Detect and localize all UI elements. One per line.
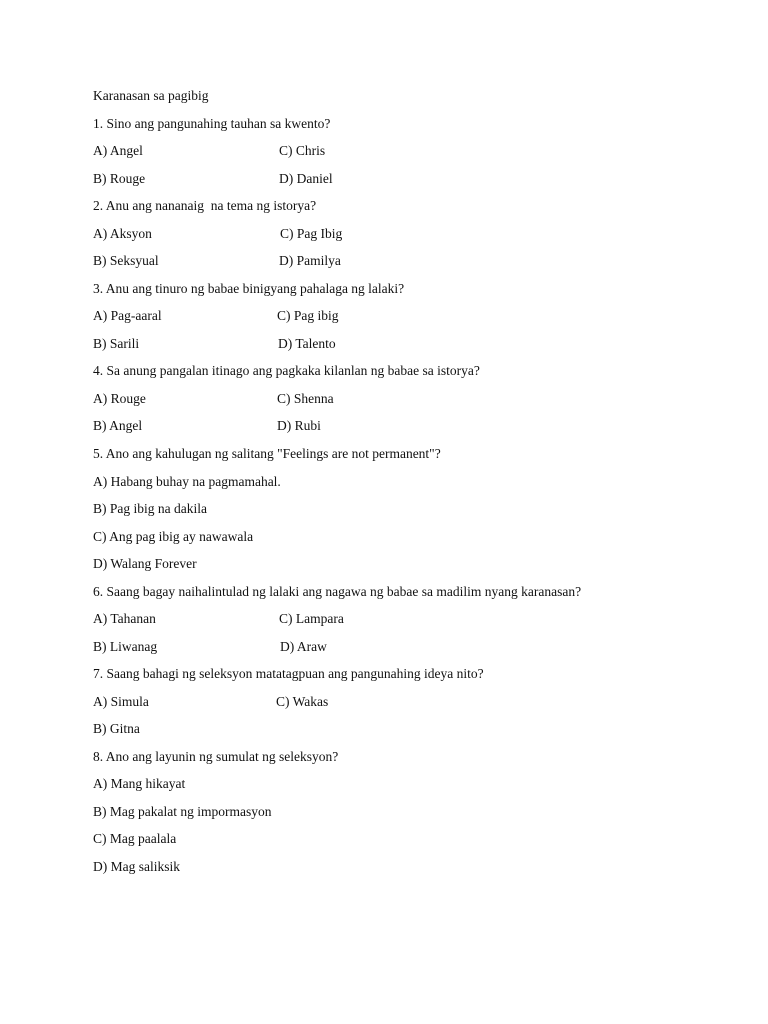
q3-option-c: C) Pag ibig [277, 308, 339, 323]
q1-option-c: C) Chris [279, 143, 326, 158]
question-7: 7. Saang bahagi ng seleksyon matatagpuan ang pangunahing ideya nito? [93, 666, 484, 681]
q3-option-b: B) Sarili [93, 336, 140, 351]
question-8: 8. Ano ang layunin ng sumulat ng seleksyon? [93, 749, 339, 764]
q2-option-c: C) Pag Ibig [280, 226, 343, 241]
q4-option-d: D) Rubi [277, 418, 321, 433]
question-1: 1. Sino ang pangunahing tauhan sa kwento? [93, 116, 331, 131]
q3-option-a: A) Pag-aaral [93, 308, 162, 323]
q1-option-d: D) Daniel [279, 171, 333, 186]
q8-option-a: A) Mang hikayat [93, 776, 186, 791]
question-3: 3. Anu ang tinuro ng babae binigyang pahalaga ng lalaki? [93, 281, 405, 296]
q5-option-a: A) Habang buhay na pagmamahal. [93, 474, 281, 489]
q5-option-c: C) Ang pag ibig ay nawawala [93, 529, 254, 544]
q7-option-b: B) Gitna [93, 721, 140, 736]
q7-option-a: A) Simula [93, 694, 149, 709]
question-6: 6. Saang bagay naihalintulad ng lalaki ang nagawa ng babae sa madilim nyang karanasan? [93, 584, 582, 599]
q3-option-d: D) Talento [278, 336, 336, 351]
q5-option-b: B) Pag ibig na dakila [93, 501, 207, 516]
q2-option-d: D) Pamilya [279, 253, 341, 268]
q1-option-a: A) Angel [93, 143, 143, 158]
q5-option-d: D) Walang Forever [93, 556, 197, 571]
q2-option-a: A) Aksyon [93, 226, 152, 241]
q7-option-c: C) Wakas [276, 694, 329, 709]
q4-option-c: C) Shenna [277, 391, 334, 406]
q4-option-b: B) Angel [93, 418, 143, 433]
question-5: 5. Ano ang kahulugan ng salitang "Feelings are not permanent"? [93, 446, 441, 461]
document-title: Karanasan sa pagibig [93, 88, 209, 103]
q6-option-b: B) Liwanag [93, 639, 158, 654]
q8-option-c: C) Mag paalala [93, 831, 177, 846]
q6-option-d: D) Araw [280, 639, 327, 654]
question-4: 4. Sa anung pangalan itinago ang pagkaka kilanlan ng babae sa istorya? [93, 363, 480, 378]
q8-option-b: B) Mag pakalat ng impormasyon [93, 804, 272, 819]
q2-option-b: B) Seksyual [93, 253, 159, 268]
question-2: 2. Anu ang nananaig na tema ng istorya? [93, 198, 317, 213]
q6-option-c: C) Lampara [279, 611, 344, 626]
q1-option-b: B) Rouge [93, 171, 146, 186]
q4-option-a: A) Rouge [93, 391, 146, 406]
q6-option-a: A) Tahanan [93, 611, 156, 626]
q8-option-d: D) Mag saliksik [93, 859, 180, 874]
